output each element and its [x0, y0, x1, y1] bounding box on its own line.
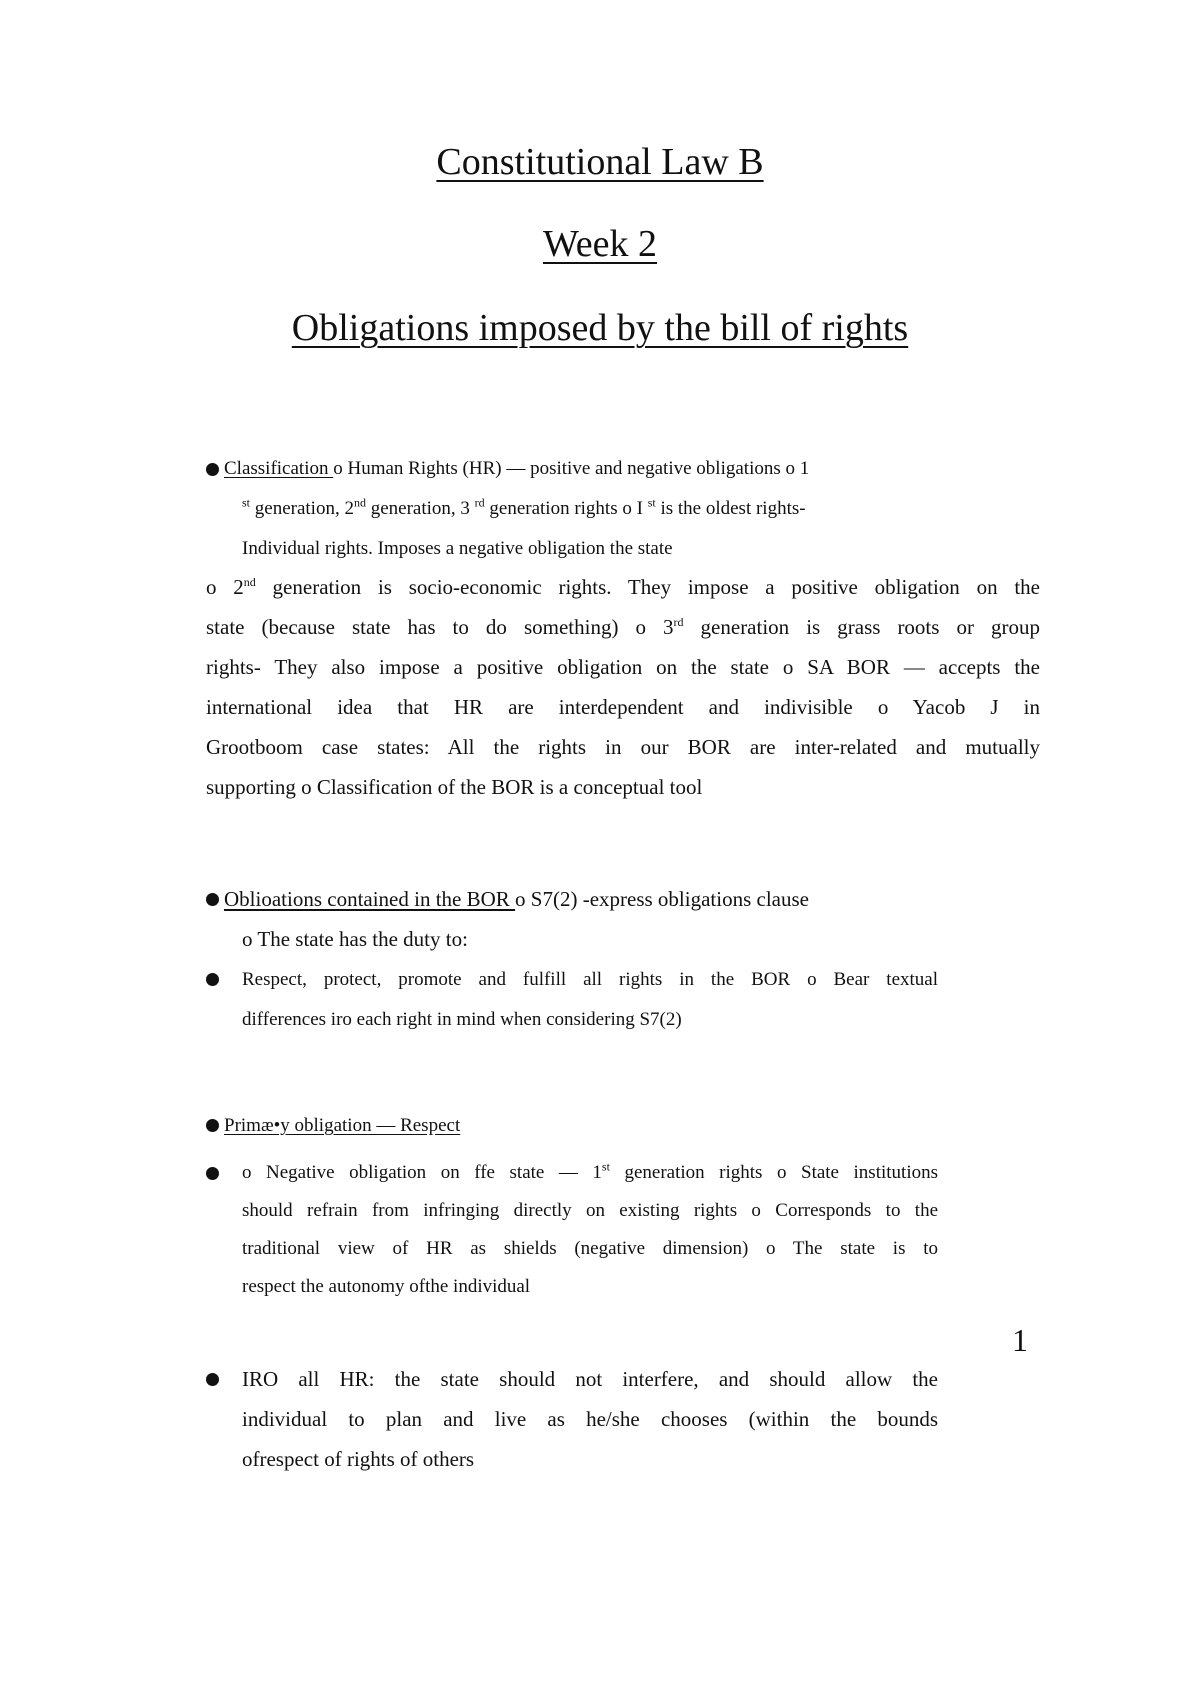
obligations-heading: Oblioations contained in the BOR	[224, 887, 516, 911]
negative-obligation-item: o Negative obligation on ffe state — 1st generation rights o State institutions should refrain from infringing directly on existing rights o Corresponds to the traditional view of HR as shields (negative dimension) o The state is to respect the autonomy ofthe individual	[242, 1159, 938, 1297]
bullet-icon	[206, 973, 219, 986]
iro-all-hr-item: IRO all HR: the state should not interfere, and should allow the individual to plan and live as he/she chooses (within the bounds ofrespect of rights of others	[242, 1367, 938, 1471]
classification-block: Classification o Human Rights (HR) — positive and negative obligations o 1 $^{st}$ generation, 2nd generation, 3 $^{rd}$ generation rights o I $^{st}$ is the oldest rights- Individual rights. Imposes a negative obligation the state	[224, 458, 810, 559]
primary-obligation-heading: Primæ•y obligation — Respect	[224, 1115, 461, 1136]
bullet-icon	[206, 1373, 219, 1386]
generations-paragraph: o 2nd generation is socio-economic rights. They impose a positive obligation on the state (because state has to do something) o 3rd generation is grass roots or group rights- They also impose a positive obligation on the state o SA BOR — accepts the international idea that HR are interdependent and indivisible o Yacob J in Grootboom case states: All the rights in our BOR are inter-related and mutually supporting o Classification of the BOR is a conceptual tool	[206, 575, 1041, 799]
page-number: 1	[1012, 1322, 1028, 1358]
document-subtitle: Obligations imposed by the bill of rights	[291, 307, 909, 349]
document-title: Constitutional Law B	[436, 141, 764, 183]
respect-protect-item: Respect, protect, promote and fulfill all rights in the BOR o Bear textual differences iro each right in mind when considering S7(2)	[242, 969, 938, 1030]
bullet-icon	[206, 463, 219, 476]
bullet-icon	[206, 1119, 219, 1132]
bullet-icon	[206, 893, 219, 906]
week-heading: Week 2	[542, 223, 658, 265]
bullet-icon	[206, 1167, 219, 1180]
classification-heading: Classification	[224, 458, 334, 479]
obligations-block: Oblioations contained in the BOR o S7(2) -express obligations clause o The state has the duty to:	[224, 887, 809, 951]
primary-obligation-heading-block	[224, 1106, 938, 1146]
